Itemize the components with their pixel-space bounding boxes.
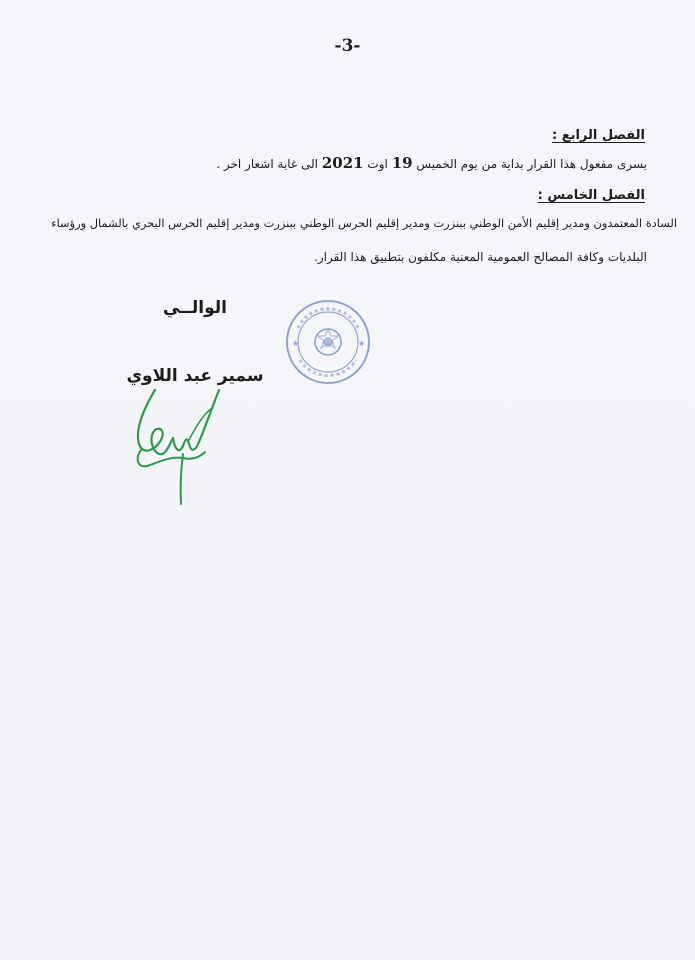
signatory-title: الوالــي — [163, 298, 227, 318]
article-5-heading: الفصل الخامس : — [537, 188, 645, 203]
page-number: -3- — [334, 36, 361, 56]
signatory-name: سمير عبد اللاوي — [126, 366, 264, 386]
svg-text:★: ★ — [358, 339, 366, 348]
article-4-day: 19 — [391, 154, 413, 172]
article-4-text — [216, 154, 647, 172]
article-5-line-2: البلديات وكافة المصالح العمومية المعنية مكلفون بتطبيق هذا القرار. — [314, 250, 647, 264]
article-4-text-part2: الى غاية اشعار اخر . — [216, 157, 319, 171]
article-4-heading: الفصل الرابع : — [552, 128, 645, 143]
official-seal-stamp — [284, 298, 372, 386]
article-4-year: 2021 — [321, 154, 364, 172]
article-4-month: اوت — [367, 157, 388, 171]
article-4-text-part1: يسرى مفعول هذا القرار بداية من يوم الخميس — [416, 157, 647, 171]
article-5-line-1: السادة المعتمدون ومدير إقليم الأمن الوطني ببنزرت ومدير إقليم الحرس الوطني ببنزرت ومدير إقليم الحرس البحري بالشمال ورؤساء — [51, 216, 677, 230]
handwritten-signature — [125, 380, 235, 510]
svg-text:★: ★ — [292, 339, 300, 348]
